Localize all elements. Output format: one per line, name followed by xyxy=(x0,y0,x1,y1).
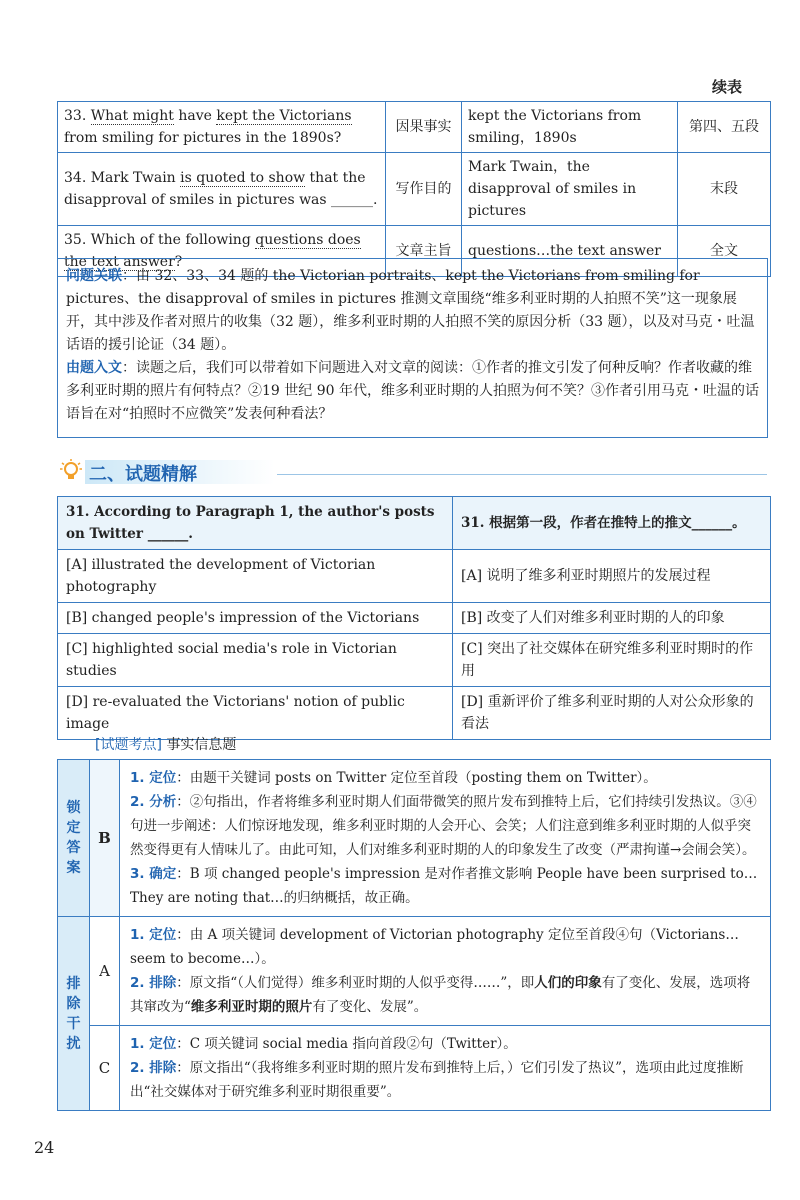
option-row xyxy=(58,550,771,603)
section-divider xyxy=(277,474,767,475)
table-row xyxy=(58,102,771,153)
question-link-label: 问题关联 xyxy=(66,268,122,284)
section-header xyxy=(57,454,770,488)
enter-text-paragraph: 由题入文：读题之后，我们可以带着如下问题进入对文章的阅读：①作者的推文引发了何种反响？作者收藏的维多利亚时期的照片有何特点？②19 世纪 90 年代，维多利亚时期的人拍照为何不笑？③作者引用马克・吐温的话语旨在对“拍照时不应微笑”发表何种看法？ xyxy=(66,360,759,422)
question-cell: 33. What might have kept the Victorians from smiling for pictures in the 1890s? xyxy=(58,102,386,153)
location-cell: 末段 xyxy=(678,153,771,226)
option-row xyxy=(58,603,771,634)
table-row xyxy=(58,760,771,917)
exclude-c-body: 1. 定位：C 项关键词 social media 指向首段②句（Twitter）。 2. 排除：原文指出“（我将维多利亚时期的照片发布到推特上后，）它们引发了热议”，选项由此过度推断出“社交媒体对于研究维多利亚时期很重要”。 xyxy=(120,1026,771,1111)
location-cell: 第四、五段 xyxy=(678,102,771,153)
question-link-paragraph: 问题关联：由 32、33、34 题的 the Victorian portraits、kept the Victorians from smiling for pictures、the disapproval of smiles in pictures 推测文章围绕“维多利亚时期的人拍照不笑”这一现象展开，其中涉及作者对照片的收集（32 题），维多利亚时期的人拍照不笑的原因分析（33 题），以及对马克・吐温话语的援引论证（34 题）。 xyxy=(66,268,755,353)
option-en: [C] highlighted social media's role in Victorian studies xyxy=(58,634,453,687)
option-en: [A] illustrated the development of Victorian photography xyxy=(58,550,453,603)
type-cell: 因果事实 xyxy=(386,102,462,153)
test-point-label: [试题考点] xyxy=(95,737,162,753)
table-row xyxy=(58,153,771,226)
options-table xyxy=(57,496,771,740)
table-row xyxy=(58,917,771,1026)
question-cell: 35. Which of the following questions does the text answer? xyxy=(58,226,386,277)
type-cell: 文章主旨 xyxy=(386,226,462,277)
keywords-cell: kept the Victorians from smiling，1890s xyxy=(462,102,678,153)
page-number: 24 xyxy=(34,1138,55,1157)
option-row xyxy=(58,634,771,687)
location-cell: 全文 xyxy=(678,226,771,277)
option-row xyxy=(58,687,771,740)
question-cn: 31. 根据第一段，作者在推特上的推文______。 xyxy=(453,497,771,550)
question-cell: 34. Mark Twain is quoted to show that the disapproval of smiles in pictures was ______. xyxy=(58,153,386,226)
option-cn: [D] 重新评价了维多利亚时期的人对公众形象的看法 xyxy=(453,687,771,740)
option-cn: [C] 突出了社交媒体在研究维多利亚时期时的作用 xyxy=(453,634,771,687)
lock-answer-body: 1. 定位：由题干关键词 posts on Twitter 定位至首段（posting them on Twitter）。 2. 分析：②句指出，作者将维多利亚时期人们面带微笑的照片发布到推特上后，它们持续引发热议。③④句进一步阐述：人们惊讶地发现，维多利亚时期的人会开心、会笑；人们注意到维多利亚时期的人似乎突然变得更有人情味儿了。由此可知，人们对维多利亚时期的人的印象发生了改变（严肃拘谨→会闹会笑）。 3. 确定：B 项 changed people's impression 是对作者推文影响 People have been surprised to…They are noting that…的归纳概括，故正确。 xyxy=(120,760,771,917)
question-analysis-table xyxy=(57,101,771,277)
exclude-option-c: C xyxy=(90,1026,120,1111)
keywords-cell: questions…the text answer xyxy=(462,226,678,277)
analysis-table xyxy=(57,759,771,1111)
keywords-cell: Mark Twain，the disapproval of smiles in pictures xyxy=(462,153,678,226)
option-cn: [B] 改变了人们对维多利亚时期的人的印象 xyxy=(453,603,771,634)
exclude-a-body: 1. 定位：由 A 项关键词 development of Victorian photography 定位至首段④句（Victorians…seem to become…）。 2. 排除：原文指“（人们觉得）维多利亚时期的人似乎变得……”，即人们的印象有了变化、发展，选项将其窜改为“维多利亚时期的照片有了变化、发展”。 xyxy=(120,917,771,1026)
option-en: [D] re-evaluated the Victorians' notion of public image xyxy=(58,687,453,740)
enter-text-label: 由题入文 xyxy=(66,360,122,376)
question-en: 31. According to Paragraph 1, the author's posts on Twitter ______. xyxy=(58,497,453,550)
exclude-option-a: A xyxy=(90,917,120,1026)
question-link-box xyxy=(57,258,768,438)
option-en: [B] changed people's impression of the Victorians xyxy=(58,603,453,634)
lock-answer-option: B xyxy=(90,760,120,917)
test-point-value: 事实信息题 xyxy=(166,737,237,753)
type-cell: 写作目的 xyxy=(386,153,462,226)
lock-answer-label: 锁定答案 xyxy=(58,760,90,917)
question-row xyxy=(58,497,771,550)
section-title: 二、试题精解 xyxy=(89,464,197,485)
option-cn: [A] 说明了维多利亚时期照片的发展过程 xyxy=(453,550,771,603)
table-row xyxy=(58,1026,771,1111)
lightbulb-icon xyxy=(59,458,83,484)
continued-label: 续表 xyxy=(712,78,743,96)
test-point xyxy=(95,734,236,754)
exclude-label: 排除干扰 xyxy=(58,917,90,1111)
